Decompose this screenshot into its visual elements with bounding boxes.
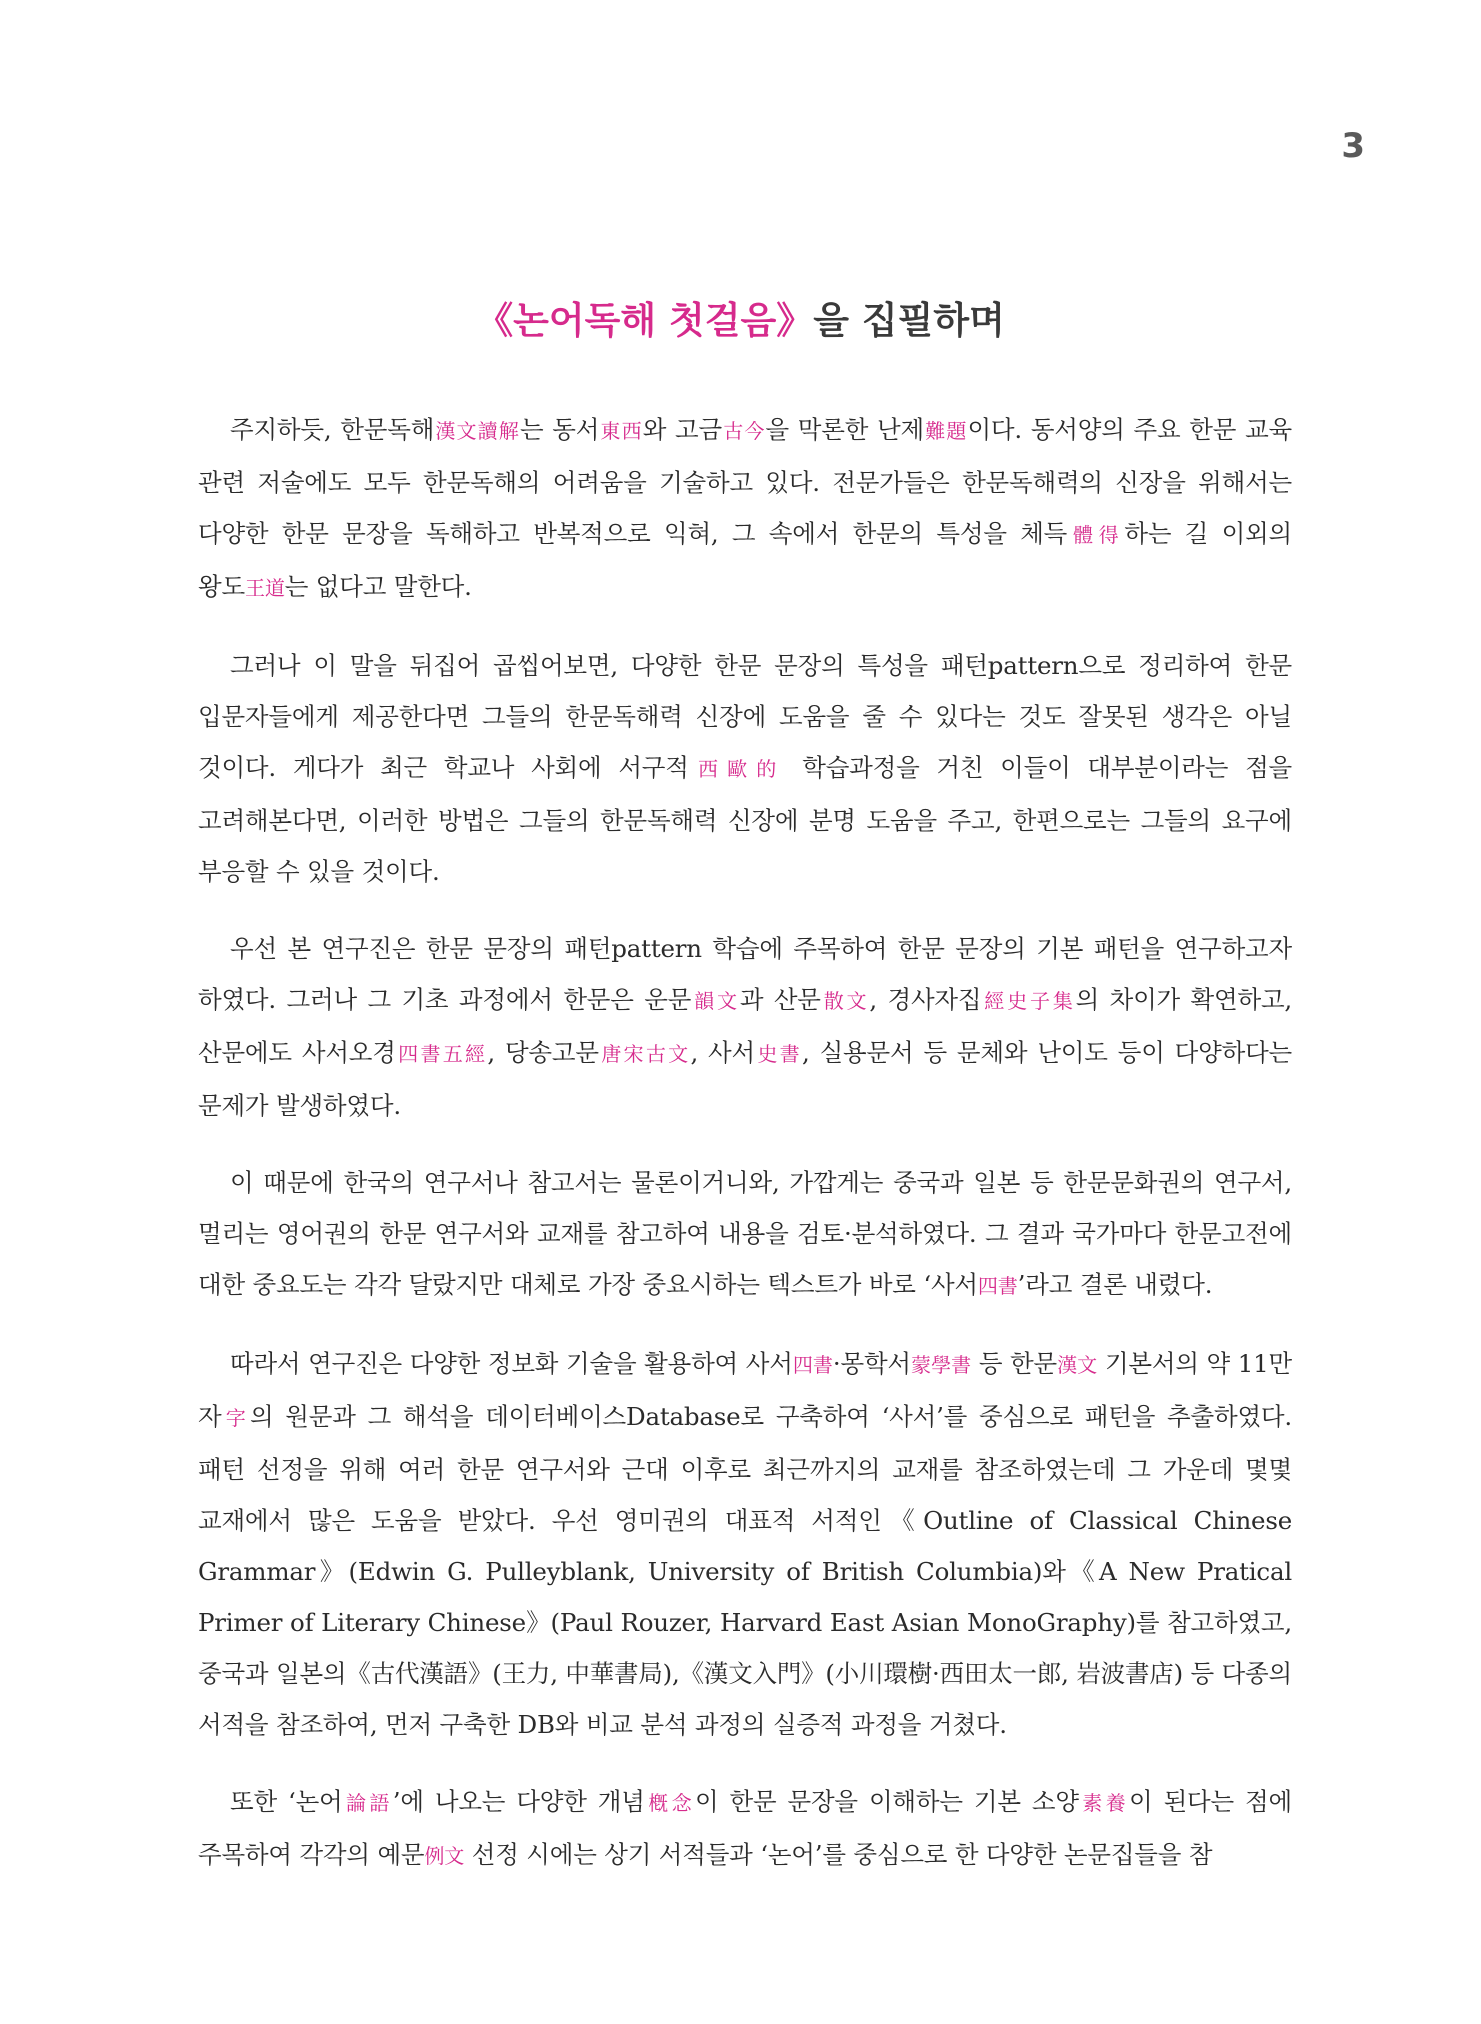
hanja-annotation: 東西 [599,419,643,443]
text-segment: 과 산문 [739,985,821,1014]
hanja-annotation: 唐宋古文 [598,1042,691,1066]
page-title [0,290,1481,344]
text-segment: 의 차이가 확연하고, 산문에도 사서오경 [198,985,1293,1067]
hanja-annotation: 槪念 [644,1791,695,1815]
body-text [198,404,1292,1908]
text-segment: ’라고 결론 내렸다. [1017,1270,1213,1299]
hanja-annotation: 漢文讀解 [434,419,520,443]
text-segment: , 실용문서 등 문체와 난이도 등이 다양하다는 문제가 발생하였다. [198,1038,1293,1120]
title-book-name: 《논어독해 첫걸음》 [476,299,814,342]
paragraph [198,923,1292,1131]
paragraph [198,404,1292,614]
title-suffix: 을 집필하며 [813,299,1005,342]
hanja-annotation: 史書 [754,1042,802,1066]
paragraph [198,1157,1292,1312]
text-segment: 이다. 동서양의 주요 한문 교육 관련 저술에도 모두 한문독해의 어려움을 기술하고 있다. 전문가들은 한문독해력의 신장을 위해서는 다양한 한문 문장을 독해하고 반복적으로 익혀, 그 속에서 한문의 특성을 체득 [198,415,1293,548]
text-segment: 기본서의 약 11만 자 [198,1349,1292,1431]
text-segment: 는 없다고 말한다. [284,572,472,601]
hanja-annotation: 論語 [342,1791,393,1815]
hanja-annotation: 古今 [721,419,766,443]
text-segment: 이 한문 문장을 이해하는 기본 소양 [694,1787,1079,1816]
text-segment: , 사서 [690,1038,755,1067]
paragraph [198,1338,1292,1750]
hanja-annotation: 難題 [923,419,968,443]
hanja-annotation: 體得 [1067,523,1125,547]
text-segment: 의 원문과 그 해석을 데이터베이스Database로 구축하여 ‘사서’를 중심으로 패턴을 추출하였다. 패턴 선정을 위해 여러 한문 연구서와 근대 이후로 최근까지의 교재를 참조하였는데 그 가운데 몇몇 교재에서 많은 도움을 받았다. 우선 영미권의 대표적 서적인《Outline of Classical Chinese Grammar》(Edwin G. Pulleyblank, University of British Columbia)와《A New Pratical Primer of Literary Chinese》(Paul Rouzer, Harvard East Asian MonoGraphy)를 참고하였고, 중국과 일본의《古代漢語》(王力, 中華書局),《漢文入門》(小川環樹·西田太一郎, 岩波書店) 등 다종의 서적을 참조하여, 먼저 구축한 DB와 비교 분석 과정의 실증적 과정을 거쳤다. [198,1402,1292,1739]
hanja-annotation: 漢文 [1057,1353,1098,1377]
hanja-annotation: 四書 [792,1353,833,1377]
hanja-annotation: 散文 [820,989,870,1013]
text-segment: 등 한문 [971,1349,1057,1378]
hanja-annotation: 例文 [424,1844,465,1868]
text-segment: 그러나 이 말을 뒤집어 곱씹어보면, 다양한 한문 문장의 특성을 패턴pattern으로 정리하여 한문 입문자들에게 제공한다면 그들의 한문독해력 신장에 도움을 줄 수 있다는 것도 잘못된 생각은 아닐 것이다. 게다가 최근 학교나 사회에 서구적 [198,651,1292,782]
text-segment: 는 동서 [519,415,600,444]
hanja-annotation: 四書 [977,1274,1018,1298]
page-number: 3 [1341,126,1365,166]
hanja-annotation: 四書五經 [395,1042,488,1066]
text-segment: 주지하듯, 한문독해 [230,415,435,444]
hanja-annotation: 蒙學書 [910,1353,972,1377]
text-segment: 을 막론한 난제 [765,415,924,444]
text-segment: 선정 시에는 상기 서적들과 ‘논어’를 중심으로 한 다양한 논문집들을 참 [464,1840,1213,1869]
text-segment: 이 때문에 한국의 연구서나 참고서는 물론이거니와, 가깝게는 중국과 일본 등 한문문화권의 연구서, 멀리는 영어권의 한문 연구서와 교재를 참고하여 내용을 검토·분석하였다. 그 결과 국가마다 한문고전에 대한 중요도는 각각 달랐지만 대체로 가장 중요시하는 텍스트가 바로 ‘사서 [198,1168,1292,1299]
text-segment: 따라서 연구진은 다양한 정보화 기술을 활용하여 사서 [230,1349,793,1378]
hanja-annotation: 西歐的 [688,757,786,781]
text-segment: ’에 나오는 다양한 개념 [392,1787,645,1816]
text-segment: 학습과정을 거친 이들이 대부분이라는 점을 고려해본다면, 이러한 방법은 그들의 한문독해력 신장에 분명 도움을 주고, 한편으로는 그들의 요구에 부응할 수 있을 것이다. [198,753,1293,886]
text-segment: 우선 본 연구진은 한문 문장의 패턴pattern 학습에 주목하여 한문 문장의 기본 패턴을 연구하고자 하였다. 그러나 그 기초 과정에서 한문은 운문 [198,934,1292,1014]
text-segment: ·몽학서 [832,1349,911,1378]
text-segment: , 당송고문 [487,1038,599,1067]
hanja-annotation: 素養 [1078,1791,1130,1815]
text-segment: 하는 길 이외의 왕도 [198,519,1292,601]
paragraph [198,640,1292,897]
text-segment: 와 고금 [642,415,722,444]
hanja-annotation: 王道 [244,576,285,600]
hanja-annotation: 字 [221,1406,250,1430]
text-segment: 또한 ‘논어 [230,1787,343,1816]
text-segment: 이 된다는 점에 주목하여 각각의 예문 [198,1787,1292,1869]
hanja-annotation: 經史子集 [981,989,1076,1013]
hanja-annotation: 韻文 [691,989,740,1013]
paragraph [198,1776,1292,1882]
text-segment: , 경사자집 [869,985,982,1014]
